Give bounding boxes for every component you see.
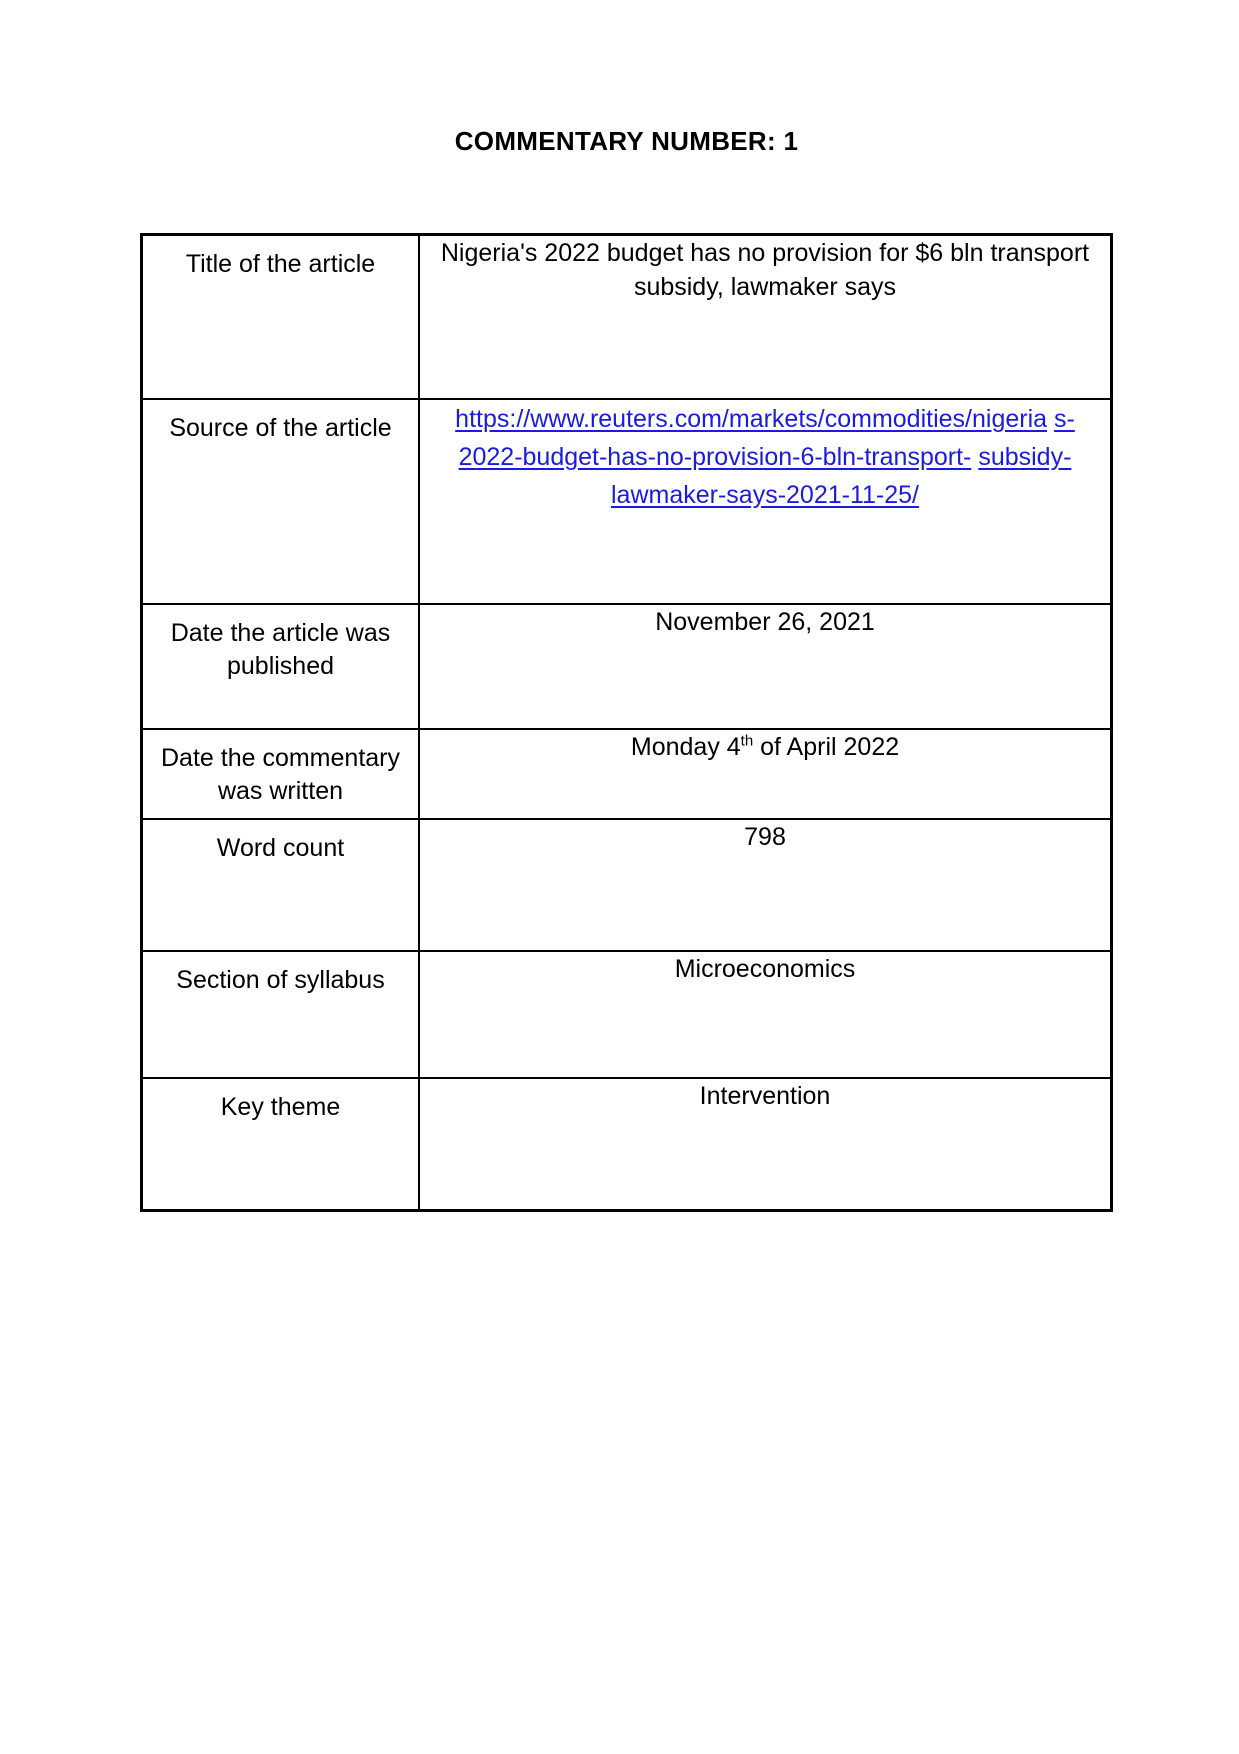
commentary-date-value	[420, 730, 1110, 818]
source-url-line-1	[438, 400, 1092, 438]
source-url-link-segment[interactable]: lawmaker-says-2021-11-25/	[611, 481, 919, 509]
source-url-link-segment[interactable]: s-	[1053, 405, 1075, 433]
commentary-date-suffix: of April 2022	[753, 733, 900, 761]
ordinal-suffix: th	[740, 732, 754, 750]
article-title-value: Nigeria's 2022 budget has no provision for $6 bln transport subsidy, lawmaker says	[440, 239, 1090, 301]
row-label-commentary-date: Date the commentary was written	[143, 730, 420, 818]
page-title: COMMENTARY NUMBER: 1	[454, 126, 799, 156]
word-count-value: 798	[744, 823, 786, 851]
row-label-key-theme: Key theme	[143, 1079, 420, 1209]
syllabus-section-value: Microeconomics	[674, 955, 856, 983]
table-row-syllabus-section	[143, 950, 1110, 1077]
article-source-value	[420, 400, 1110, 603]
row-label-syllabus-section: Section of syllabus	[143, 952, 420, 1077]
commentary-date-prefix: Monday 4	[630, 733, 741, 761]
source-url-link-segment[interactable]: https://www.reuters.com/markets/commodities/nigeria	[455, 405, 1048, 433]
published-date-value: November 26, 2021	[655, 608, 875, 636]
source-url-line-3	[438, 476, 1092, 514]
row-label-published-date: Date the article was published	[143, 605, 420, 728]
table-row-published-date	[143, 603, 1110, 728]
key-theme-value: Intervention	[699, 1082, 831, 1110]
source-url-link-segment[interactable]: 2022-budget-has-no-provision-6-bln-transport-	[458, 443, 972, 471]
table-row-article-title	[143, 236, 1110, 398]
table-row-key-theme	[143, 1077, 1110, 1209]
table-row-commentary-date	[143, 728, 1110, 818]
source-url-line-2	[438, 438, 1092, 476]
table-row-word-count	[143, 818, 1110, 950]
row-label-article-source: Source of the article	[143, 400, 420, 603]
row-label-word-count: Word count	[143, 820, 420, 950]
source-url-link-segment[interactable]: subsidy-	[978, 443, 1072, 471]
table-row-article-source	[143, 398, 1110, 603]
row-label-article-title: Title of the article	[143, 236, 420, 398]
commentary-info-table	[140, 233, 1113, 1212]
